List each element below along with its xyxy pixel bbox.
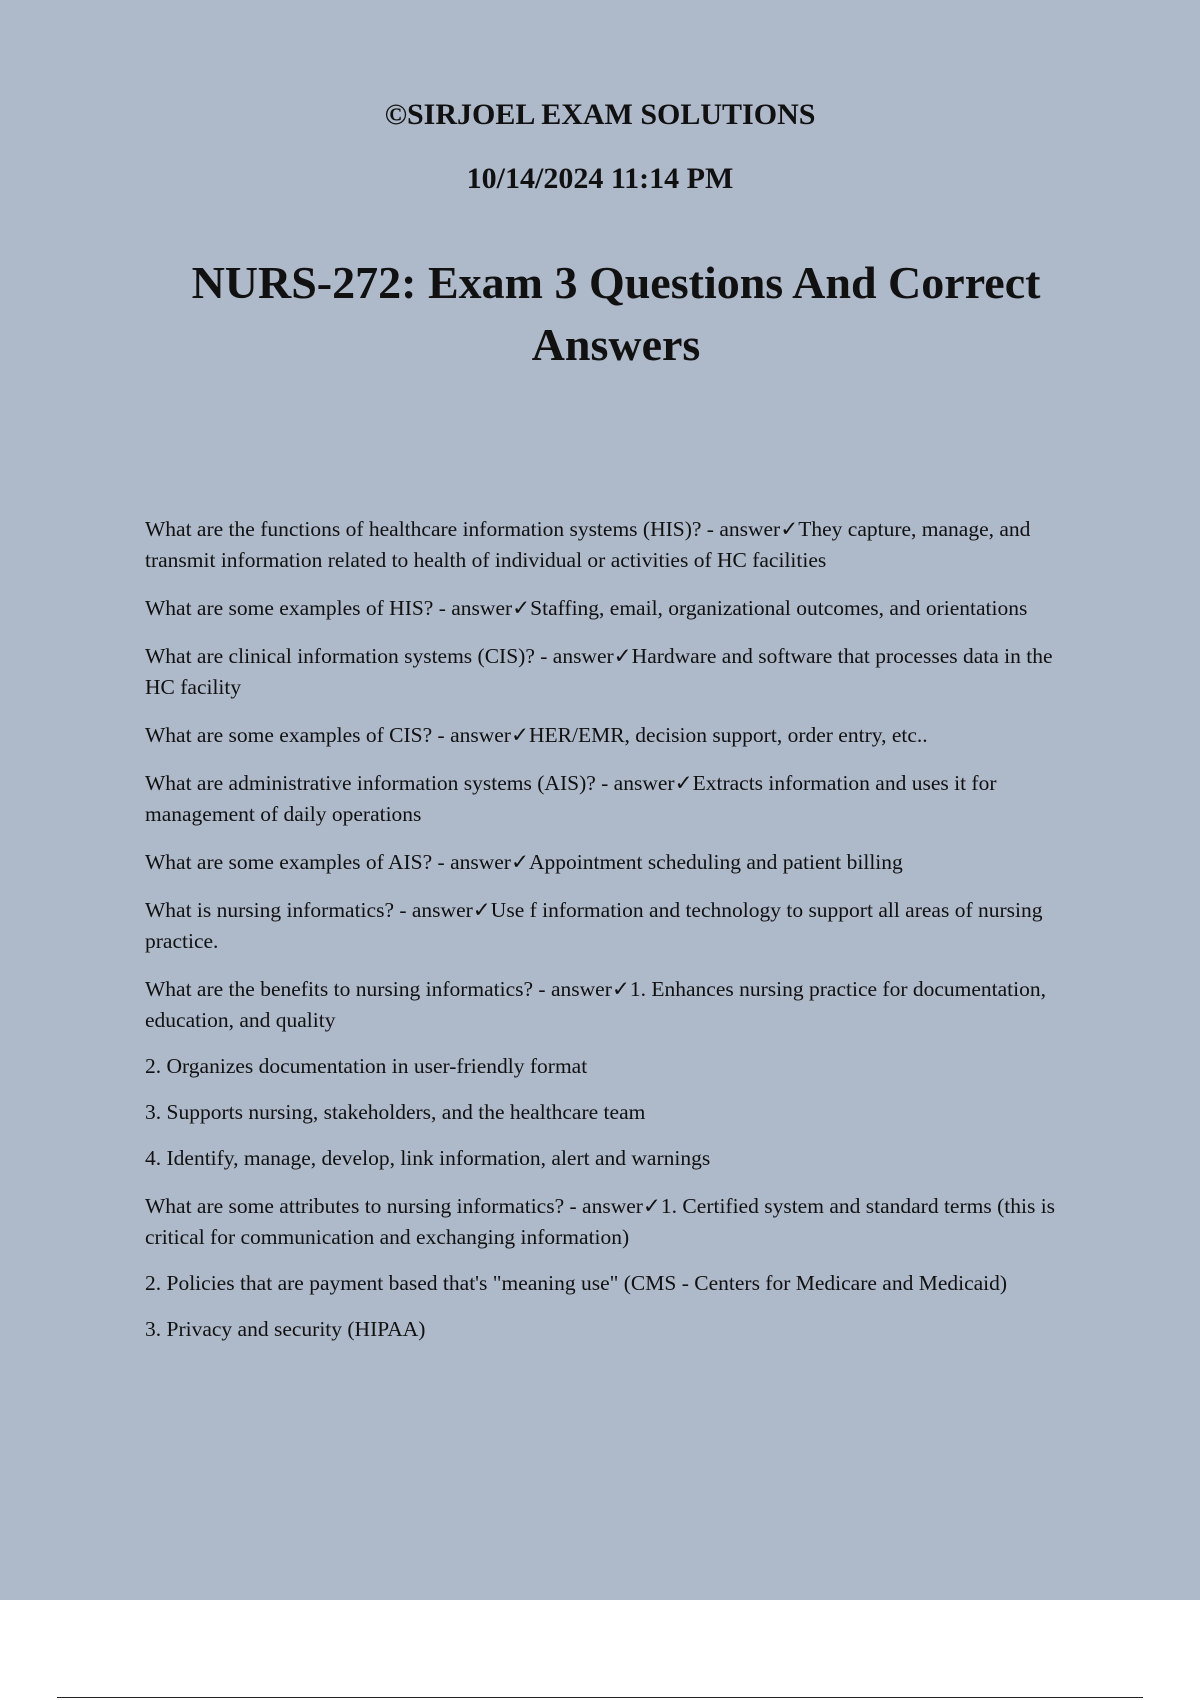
qa-list-item: 3. Privacy and security (HIPAA): [145, 1317, 426, 1341]
page-title: NURS-272: Exam 3 Questions And Correct Answers: [191, 257, 1041, 370]
footer-divider: [57, 1697, 1143, 1698]
qa-item: What is nursing informatics? - answer✓Use f information and technology to support all areas of nursing practice.: [145, 898, 1043, 953]
qa-list: [145, 514, 1080, 1362]
qa-item: What are some examples of CIS? - answer✓HER/EMR, decision support, order entry, etc..: [145, 723, 928, 747]
qa-item: What are administrative information systems (AIS)? - answer✓Extracts information and uses it for management of daily operations: [145, 771, 997, 826]
timestamp: 10/14/2024 11:14 PM: [466, 162, 734, 195]
qa-item: What are some examples of AIS? - answer✓Appointment scheduling and patient billing: [145, 850, 903, 874]
qa-list-item: 2. Policies that are payment based that's "meaning use" (CMS - Centers for Medicare and Medicaid): [145, 1271, 1008, 1295]
qa-item: What are some examples of HIS? - answer✓Staffing, email, organizational outcomes, and orientations: [145, 596, 1028, 620]
qa-list-item: 2. Organizes documentation in user-friendly format: [145, 1054, 588, 1078]
qa-item: What are clinical information systems (CIS)? - answer✓Hardware and software that processes data in the HC facility: [145, 644, 1053, 699]
qa-list-item: 3. Supports nursing, stakeholders, and the healthcare team: [145, 1100, 646, 1124]
qa-list-item: 4. Identify, manage, develop, link information, alert and warnings: [145, 1146, 711, 1170]
qa-item: What are some attributes to nursing informatics? - answer✓1. Certified system and standard terms (this is critical for communication and exchanging information): [145, 1194, 1056, 1249]
qa-item: What are the functions of healthcare information systems (HIS)? - answer✓They capture, manage, and transmit information related to health of individual or activities of HC facilities: [145, 517, 1031, 572]
brand-header: ©SIRJOEL EXAM SOLUTIONS: [384, 98, 816, 131]
qa-item: What are the benefits to nursing informatics? - answer✓1. Enhances nursing practice for documentation, education, and quality: [145, 977, 1046, 1032]
